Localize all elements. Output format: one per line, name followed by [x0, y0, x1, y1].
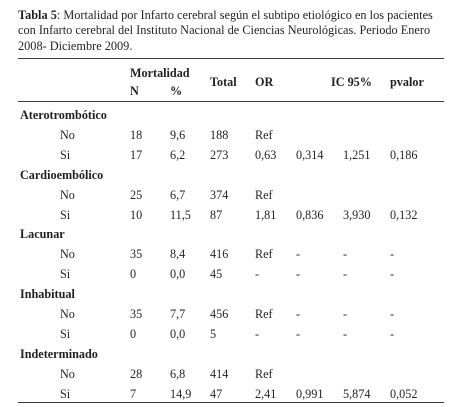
cell-ic-low: -: [296, 267, 301, 282]
header-rule: [18, 101, 444, 102]
cell-ic-high: 3,930: [343, 207, 371, 222]
cell-ic-low: -: [296, 307, 301, 321]
cell-n: 35: [130, 307, 143, 321]
cell-pct: 6,7: [170, 187, 186, 202]
header-n: N: [130, 84, 139, 98]
cell-pvalor: 0,186: [390, 147, 418, 162]
cell-pvalor: -: [390, 307, 395, 321]
row-label: Si: [60, 147, 71, 162]
cell-ic-low: -: [296, 326, 301, 341]
cell-ic-high: 1,251: [343, 147, 371, 162]
row-label: No: [60, 187, 75, 202]
row-label: Si: [60, 386, 71, 401]
cell-pvalor: -: [390, 247, 395, 262]
row-label: No: [60, 127, 75, 142]
cell-ic-low: 0,314: [296, 147, 324, 162]
cell-total: 374: [210, 187, 229, 202]
table-caption-label: Tabla 5: [18, 8, 57, 22]
cell-ic-high: -: [343, 247, 348, 262]
header-pct: %: [170, 84, 183, 98]
cell-or: Ref: [255, 366, 273, 381]
header-pvalor: pvalor: [390, 75, 424, 89]
group-heading: Cardioembólico: [20, 167, 104, 182]
cell-total: 414: [210, 366, 229, 381]
cell-pvalor: -: [390, 267, 395, 282]
cell-total: 416: [210, 247, 229, 262]
cell-total: 45: [210, 267, 223, 282]
table-caption: [18, 8, 450, 54]
cell-n: 25: [130, 187, 143, 202]
cell-total: 456: [210, 307, 229, 321]
bottom-rule: [18, 402, 444, 403]
cell-ic-high: -: [343, 267, 348, 282]
group-heading: Lacunar: [20, 227, 65, 242]
cell-or: Ref: [255, 187, 273, 202]
cell-pct: 6,2: [170, 147, 186, 162]
cell-ic-low: -: [296, 247, 301, 262]
cell-or: 2,41: [255, 386, 277, 401]
row-label: No: [60, 307, 75, 321]
cell-n: 18: [130, 127, 143, 142]
cell-pvalor: 0,132: [390, 207, 418, 222]
row-label: Si: [60, 326, 71, 341]
cell-pct: 6,8: [170, 366, 186, 381]
cell-pct: 9,6: [170, 127, 186, 142]
top-rule: [18, 58, 444, 59]
row-label: No: [60, 247, 75, 262]
cell-pct: 11,5: [170, 207, 191, 222]
cell-n: 0: [130, 267, 137, 282]
cell-or: -: [255, 267, 260, 282]
header-ic: IC 95%: [331, 75, 372, 89]
row-label: No: [60, 366, 75, 381]
cell-or: Ref: [255, 247, 273, 262]
group-heading: Inhabitual: [20, 287, 75, 302]
row-label: Si: [60, 267, 71, 282]
cell-total: 188: [210, 127, 229, 142]
cell-or: Ref: [255, 127, 273, 142]
cell-or: 1,81: [255, 207, 277, 222]
cell-pct: 0,0: [170, 326, 186, 341]
cell-pct: 8,4: [170, 247, 186, 262]
cell-or: 0,63: [255, 147, 277, 162]
cell-total: 273: [210, 147, 229, 162]
cell-ic-high: -: [343, 307, 348, 321]
table-caption-text: : Mortalidad por Infarto cerebral según el subtipo etiológico en los pacientes con Infarto cerebral del Instituto Nacional de Ciencias Neurológicas. Periodo Enero 2008- Diciembre 2009.: [18, 8, 433, 53]
cell-total: 5: [210, 326, 217, 341]
cell-or: -: [255, 326, 260, 341]
cell-ic-high: 5,874: [343, 386, 371, 401]
cell-pct: 7,7: [170, 307, 186, 321]
header-or: OR: [255, 75, 274, 89]
cell-ic-low: 0,836: [296, 207, 324, 222]
cell-or: Ref: [255, 307, 273, 321]
cell-total: 47: [210, 386, 223, 401]
cell-n: 17: [130, 147, 143, 162]
cell-ic-high: -: [343, 326, 348, 341]
cell-pvalor: 0,052: [390, 386, 418, 401]
header-mortalidad: Mortalidad: [130, 66, 190, 80]
cell-pct: 0,0: [170, 267, 186, 282]
group-heading: Aterotrombótico: [20, 108, 107, 122]
cell-n: 0: [130, 326, 137, 341]
cell-n: 35: [130, 247, 143, 262]
cell-n: 10: [130, 207, 143, 222]
cell-n: 7: [130, 386, 137, 401]
cell-ic-low: 0,991: [296, 386, 324, 401]
group-heading: Indeterminado: [20, 346, 98, 361]
cell-total: 87: [210, 207, 223, 222]
cell-pvalor: -: [390, 326, 395, 341]
row-label: Si: [60, 207, 71, 222]
cell-n: 28: [130, 366, 143, 381]
header-total: Total: [210, 75, 237, 89]
cell-pct: 14,9: [170, 386, 192, 401]
